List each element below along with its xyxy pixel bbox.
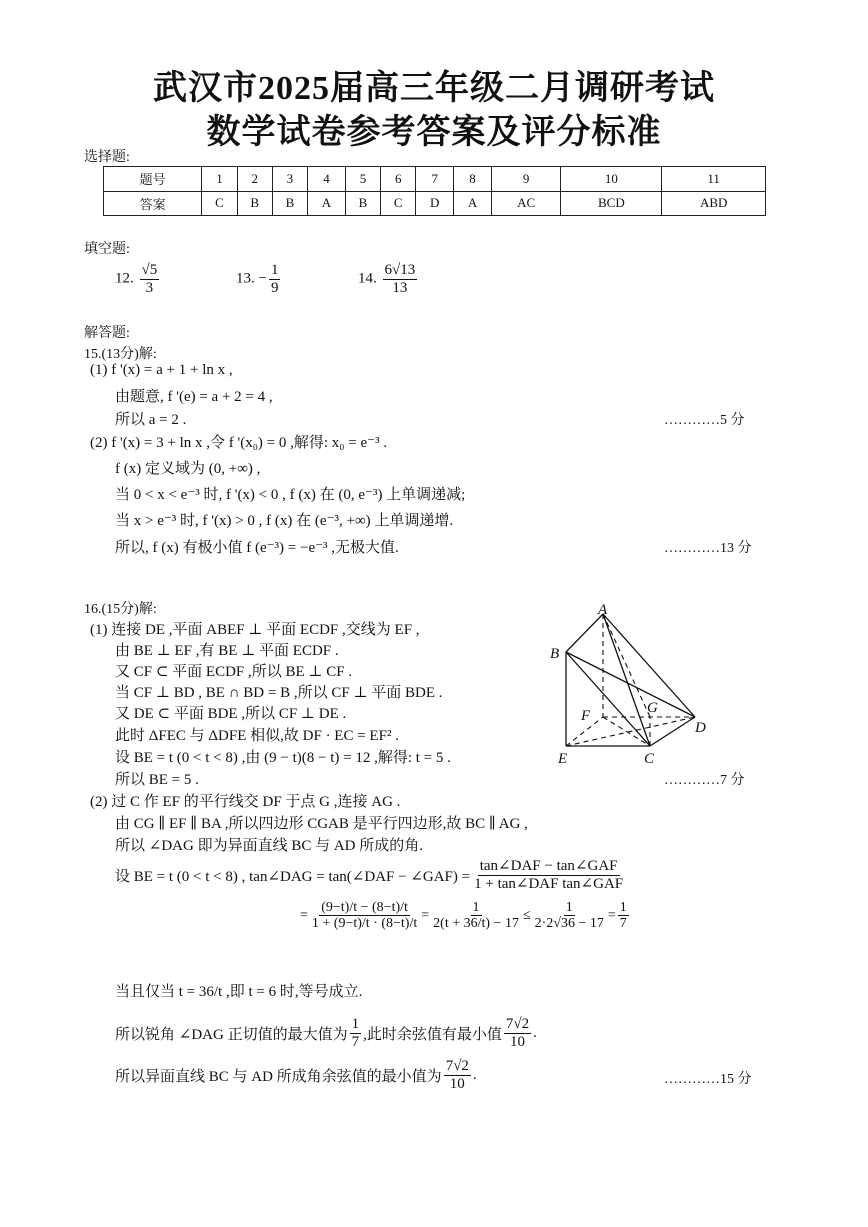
q16-line: 所以 ∠DAG 即为异面直线 BC 与 AD 所成的角. — [115, 838, 423, 854]
q16-line: 设 BE = t (0 < t < 8) ,由 (9 − t)(8 − t) = 12 ,解得: t = 5 . — [115, 750, 451, 766]
table-cell: 4 — [308, 167, 346, 192]
q15-line: 当 0 < x < e⁻³ 时, f '(x) < 0 , f (x) 在 (0, e⁻³) 上单调递减; — [115, 487, 466, 503]
table-cell: 8 — [454, 167, 492, 192]
title-line-1: 武汉市2025届高三年级二月调研考试 — [153, 70, 715, 107]
table-cell: 7 — [416, 167, 454, 192]
table-cell: 9 — [491, 167, 560, 192]
table-cell: C — [202, 191, 237, 216]
q16-line: 由 CG ∥ EF ∥ BA ,所以四边形 CGAB 是平行四边形,故 BC ∥ AG , — [115, 816, 528, 832]
fill-item-fraction: $\frac{√5}{3}$ — [141, 262, 158, 296]
score-marker: …………15 分 — [664, 1072, 752, 1087]
fill-section-label: 填空题: — [84, 242, 130, 257]
q16-line: 所以 BE = 5 . — [115, 772, 199, 788]
math-fraction: $\frac{(9-t)/t - (8-t)/t}{1 + (9-t)/t \cdot (8-t)/t}$ — [311, 900, 418, 932]
table-cell: 答案 — [104, 191, 202, 216]
q16-tan-max: 所以锐角 ∠DAG 正切值的最大值为 $\frac{1}{7}$ ,此时余弦值有最小值 $\frac{7√2}{10}$ . — [115, 1016, 537, 1050]
table-cell: 题号 — [104, 167, 202, 192]
table-cell: BCD — [561, 191, 662, 216]
score-marker: …………5 分 — [664, 413, 745, 428]
answer-table — [103, 166, 766, 216]
edge-AB — [566, 614, 603, 652]
math-fraction: $\frac{1}{2(t + 36/t) - 17}$ — [433, 900, 519, 932]
fill-item-sign: − — [258, 270, 267, 287]
fill-item-fraction: $\frac{6√13}{13}$ — [384, 262, 416, 296]
table-cell: B — [345, 191, 380, 216]
math-fraction: $\frac{7√2}{10}$ — [505, 1016, 530, 1050]
table-cell: AC — [491, 191, 560, 216]
table-cell: D — [416, 191, 454, 216]
math-fraction: $\frac{\text{tan∠DAF − tan∠GAF}}{\text{1 + tan∠DAF tan∠GAF}}$ — [474, 858, 624, 892]
table-cell: B — [272, 191, 307, 216]
score-marker: …………13 分 — [664, 541, 752, 556]
fill-item-num: 14. — [358, 270, 377, 287]
table-cell: A — [454, 191, 492, 216]
table-row — [104, 191, 766, 216]
vertex-label-B: B — [550, 646, 560, 662]
q15-line: (1) f '(x) = a + 1 + ln x , — [90, 362, 233, 378]
table-cell: 2 — [237, 167, 272, 192]
table-cell: 1 — [202, 167, 237, 192]
q15-line: (2) f '(x) = 3 + ln x ,令 f '(x₀) = 0 ,解得: x₀ = e⁻³ . — [90, 435, 388, 451]
edge-FC — [603, 717, 650, 746]
edge-BC — [566, 652, 650, 746]
fill-item-num: 13. — [236, 270, 255, 287]
vertex-label-C: C — [644, 751, 655, 767]
vertex-label-G: G — [647, 700, 658, 716]
math-fraction: $\frac{1}{2\cdot 2√36 - 17}$ — [534, 900, 604, 932]
solve-section-label: 解答题: — [84, 326, 130, 341]
vertex-label-A: A — [598, 602, 608, 618]
fill-item-13 — [236, 262, 282, 296]
table-cell: 6 — [381, 167, 416, 192]
math-fraction: $\frac{1}{7}$ — [351, 1016, 360, 1050]
table-row — [104, 167, 766, 192]
table-cell: B — [237, 191, 272, 216]
geometry-figure — [540, 602, 720, 772]
q16-equality-condition: 当且仅当 t = 36/t ,即 t = 6 时,等号成立. — [115, 984, 363, 1000]
table-cell: C — [381, 191, 416, 216]
q16-line: 设 BE = t (0 < t < 8) , tan∠DAG = tan(∠DAF − ∠GAF) = — [115, 868, 471, 885]
q16-line: (2) 过 C 作 EF 的平行线交 DF 于点 G ,连接 AG . — [90, 794, 401, 810]
vertex-label-F: F — [581, 708, 591, 724]
fill-item-fraction: $\frac{1}{9}$ — [270, 262, 279, 296]
q16-line: 又 DE ⊂ 平面 BDE ,所以 CF ⊥ DE . — [115, 706, 347, 722]
q16-line: 由 BE ⊥ EF ,有 BE ⊥ 平面 ECDF . — [115, 643, 339, 659]
table-cell: 11 — [662, 167, 766, 192]
q16-line: 当 CF ⊥ BD , BE ∩ BD = B ,所以 CF ⊥ 平面 BDE . — [115, 685, 443, 701]
q16-line: (1) 连接 DE ,平面 ABEF ⊥ 平面 ECDF ,交线为 EF , — [90, 622, 420, 638]
math-fraction: $\frac{7√2}{10}$ — [445, 1058, 469, 1092]
q15-line: 所以, f (x) 有极小值 f (e⁻³) = −e⁻³ ,无极大值. — [115, 540, 399, 556]
q16-line: 此时 ΔFEC 与 ΔDFE 相似,故 DF · EC = EF² . — [115, 728, 399, 744]
q16-inequality: = $\frac{(9-t)/t - (8-t)/t}{1 + (9-t)/t \cdot (8-t)/t}$ = $\frac{1}{2(t + 36/t) - 17}$ ≤ $\frac{1}{2\cdot 2√36 - 17}$ = $\frac{1}{7}$ — [300, 900, 627, 932]
q15-line: 由题意, f '(e) = a + 2 = 4 , — [115, 389, 273, 405]
edge-CD — [650, 717, 695, 746]
table-cell: 3 — [272, 167, 307, 192]
score-marker: …………7 分 — [664, 773, 745, 788]
q16-heading: 16.(15分)解: — [84, 602, 157, 617]
table-cell: 10 — [561, 167, 662, 192]
q15-line: 所以 a = 2 . — [115, 412, 187, 428]
table-cell: 5 — [345, 167, 380, 192]
q15-line: f (x) 定义域为 (0, +∞) , — [115, 461, 261, 477]
fill-item-12 — [115, 262, 161, 296]
table-cell: ABD — [662, 191, 766, 216]
fill-item-num: 12. — [115, 270, 134, 287]
q15-heading: 15.(13分)解: — [84, 347, 157, 362]
edge-AC — [603, 614, 650, 746]
table-cell: A — [308, 191, 346, 216]
math-fraction: $\frac{1}{7}$ — [619, 900, 627, 932]
title-line-2: 数学试卷参考答案及评分标准 — [206, 114, 662, 151]
q16-tan-equation — [115, 858, 627, 892]
q16-conclusion: 所以异面直线 BC 与 AD 所成角余弦值的最小值为 $\frac{7√2}{10}$ . — [115, 1058, 477, 1092]
q16-line: 又 CF ⊂ 平面 ECDF ,所以 BE ⊥ CF . — [115, 664, 353, 680]
fill-item-14 — [358, 262, 419, 296]
vertex-label-E: E — [558, 751, 568, 767]
vertex-label-D: D — [695, 720, 706, 736]
choice-section-label: 选择题: — [84, 150, 130, 165]
q15-line: 当 x > e⁻³ 时, f '(x) > 0 , f (x) 在 (e⁻³, +∞) 上单调递增. — [115, 513, 454, 529]
